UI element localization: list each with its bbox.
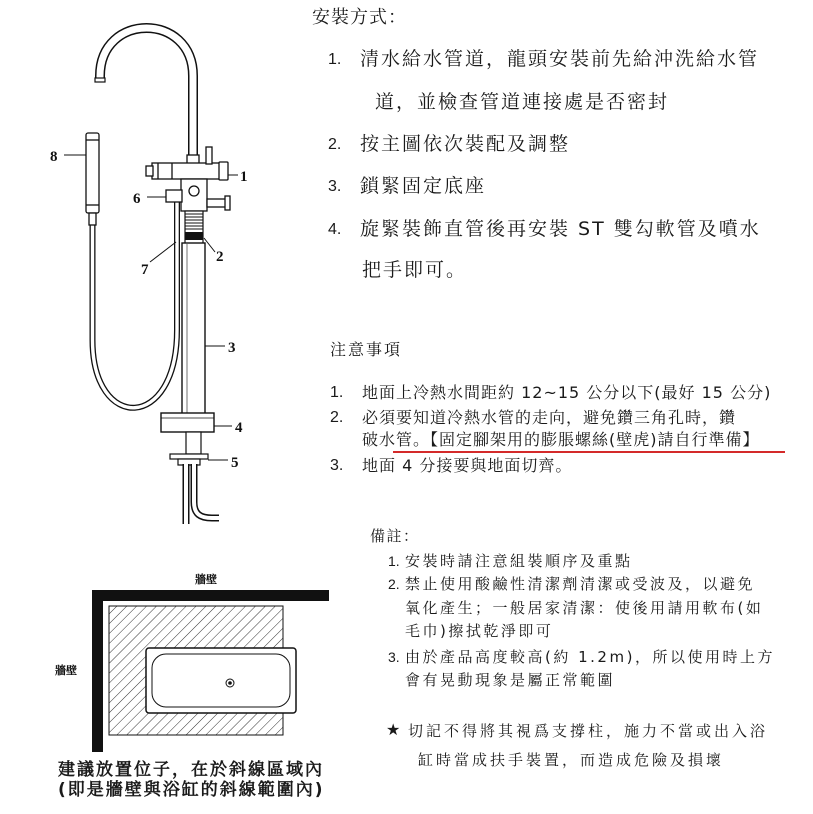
install-step-1-line-2: 道，並檢查管道連接處是否密封: [375, 91, 670, 113]
callout-3: 3: [228, 340, 236, 356]
warning-star-icon: ★: [386, 720, 401, 739]
install-title: 安裝方式：: [312, 7, 407, 28]
bathtub-placement-diagram: [55, 572, 329, 752]
install-step-3-number: 3.: [328, 178, 342, 195]
notice-item-3-line-1: 地面 4 分接要與地面切齊。: [362, 456, 573, 475]
callout-5: 5: [231, 455, 239, 471]
shower-hose: [93, 200, 178, 408]
callout-4: 4: [235, 420, 243, 436]
install-step-1-number: 1.: [328, 51, 342, 68]
placement-caption-line-2: (即是牆壁與浴缸的斜線範圍內): [58, 780, 325, 800]
remark-2-line-1: 禁止使用酸鹼性清潔劑清潔或受波及，以避免: [405, 575, 756, 593]
notice-item-1-line-1: 地面上冷熱水間距約 12~15 公分以下(最好 15 公分): [362, 383, 772, 402]
gooseneck-spout: [95, 28, 193, 163]
base-flange: [161, 413, 214, 432]
install-step-2-number: 2.: [328, 136, 342, 153]
install-step-4-line-2: 把手即可。: [362, 259, 468, 281]
notice-item-2-number: 2.: [330, 409, 344, 426]
callout-7: 7: [141, 262, 149, 278]
wall-top: [92, 590, 329, 601]
placement-caption-line-1: 建議放置位子，在於斜線區域內: [58, 760, 324, 780]
remark-1-line-1: 安裝時請注意組裝順序及重點: [405, 552, 633, 570]
hand-shower: [86, 133, 99, 225]
threaded-connector: [185, 211, 203, 244]
notice-item-2-line-2: 破水管。【固定腳架用的膨脹螺絲(壁虎)請自行準備】: [362, 430, 760, 449]
remark-3-line-1: 由於產品高度較高(約 1.2m)，所以使用時上方: [405, 648, 775, 666]
wall-left: [92, 590, 103, 752]
warning-line-2: 缸時當成扶手裝置，而造成危險及損壞: [418, 751, 725, 769]
riser-pipe: [182, 243, 205, 414]
install-step-1-line-1: 清水給水管道，龍頭安裝前先給沖洗給水管: [360, 48, 760, 70]
callout-8: 8: [50, 149, 58, 165]
bathtub: [146, 648, 296, 713]
install-step-4-number: 4.: [328, 221, 342, 238]
remark-3-line-2: 會有晃動現象是屬正常範圍: [405, 671, 616, 689]
remark-2-number: 2.: [388, 576, 400, 592]
wall-label-top: 牆壁: [195, 573, 217, 586]
install-step-2-line-1: 按主圖依次裝配及調整: [360, 133, 571, 155]
notice-item-2-line-1: 必須要知道冷熱水管的走向，避免鑽三角孔時，鑽: [362, 408, 737, 427]
wall-label-left: 牆壁: [55, 664, 77, 677]
callout-6: 6: [133, 191, 141, 207]
remark-2-line-3: 毛巾)擦拭乾淨即可: [405, 622, 554, 640]
notice-item-3-number: 3.: [330, 457, 344, 474]
red-emphasis-underline: [393, 451, 785, 453]
notice-item-1-number: 1.: [330, 384, 344, 401]
remark-3-number: 3.: [388, 649, 400, 665]
notice-title: 注意事項: [330, 340, 403, 359]
callout-2: 2: [216, 249, 224, 265]
remarks-title: 備註：: [370, 527, 420, 545]
warning-line-1: 切記不得將其視爲支撐柱，施力不當或出入浴: [408, 722, 769, 740]
mixer-valve-body: [146, 147, 230, 211]
callout-1: 1: [240, 169, 248, 185]
remark-1-number: 1.: [388, 553, 400, 569]
inlet-pipes: [186, 464, 219, 524]
install-step-4-line-1: 旋緊裝飾直管後再安裝 ST 雙勾軟管及噴水: [360, 218, 761, 240]
hose-outlet: [166, 190, 182, 202]
remark-2-line-2: 氧化產生；一般居家清潔：使後用請用軟布(如: [405, 599, 764, 617]
floor-fitting: [170, 432, 208, 465]
install-step-3-line-1: 鎖緊固定底座: [360, 175, 487, 197]
